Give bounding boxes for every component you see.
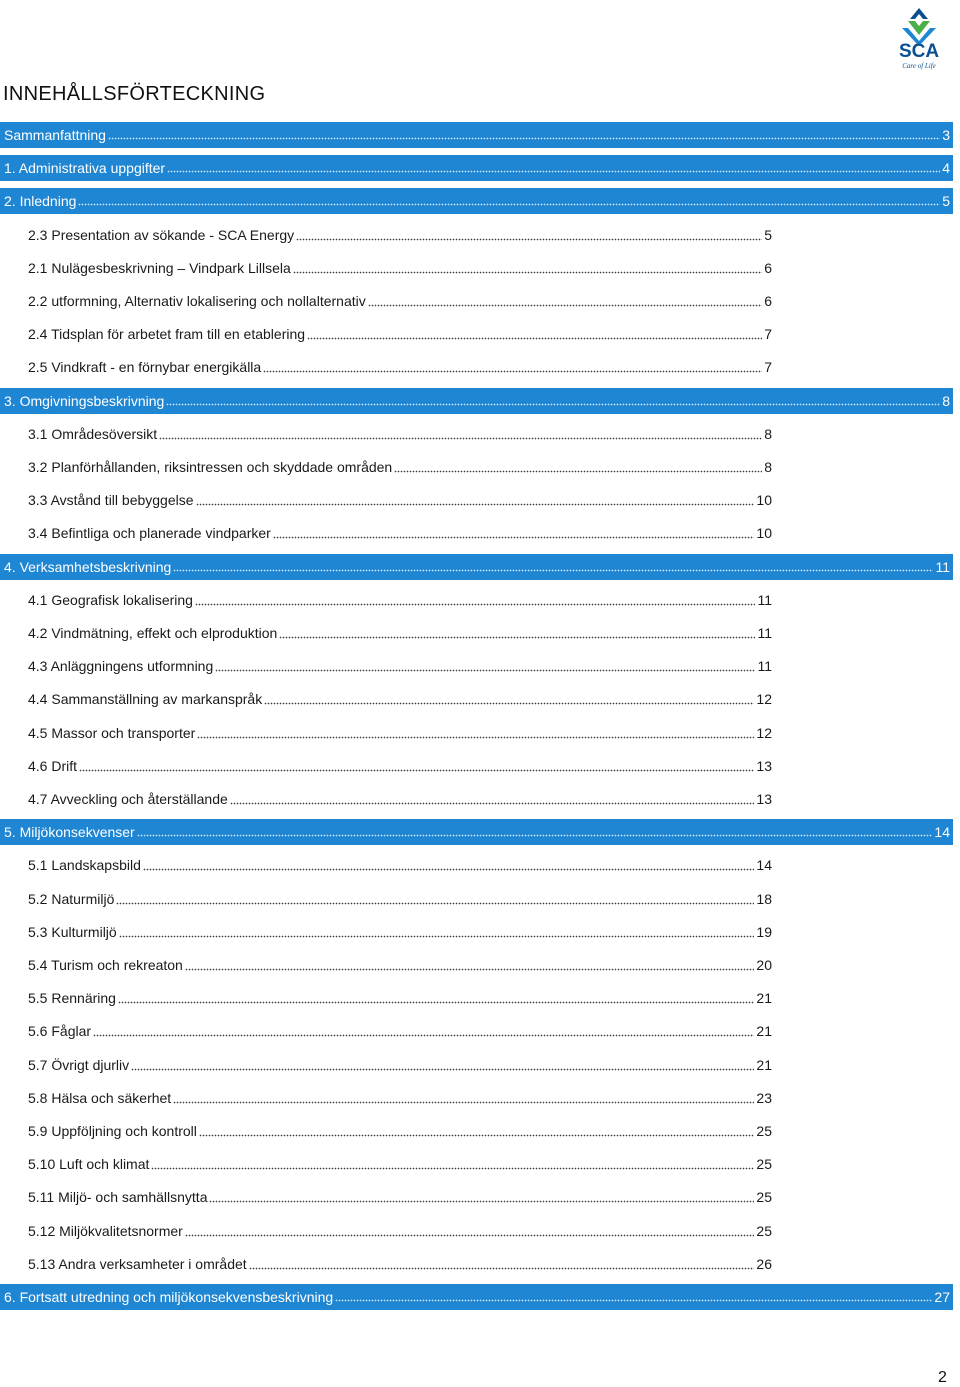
toc-dot-leader [199, 1127, 755, 1137]
toc-entry[interactable] [28, 1017, 772, 1045]
toc-dot-leader [79, 762, 754, 772]
toc-entry-page: 25 [756, 1223, 772, 1239]
toc-entry[interactable] [0, 188, 953, 214]
toc-entry-label: 5.10 Luft och klimat [28, 1156, 150, 1172]
toc-entry[interactable] [0, 554, 953, 580]
toc-entry-page: 12 [756, 725, 772, 741]
toc-dot-leader [394, 463, 762, 473]
toc-dot-leader [143, 861, 755, 871]
toc-entry-label: 4.2 Vindmätning, effekt och elproduktion [28, 625, 278, 641]
toc-entry-label: 5. Miljökonsekvenser [4, 824, 135, 840]
toc-dot-leader [173, 562, 933, 572]
toc-entry[interactable] [28, 1250, 772, 1278]
toc-entry[interactable] [28, 287, 772, 315]
toc-entry-label: 5.13 Andra verksamheter i området [28, 1256, 247, 1272]
toc-dot-leader [119, 928, 755, 938]
toc-entry-page: 5 [942, 193, 950, 209]
toc-dot-leader [131, 1061, 754, 1071]
toc-entry-label: 4.5 Massor och transporter [28, 725, 196, 741]
toc-entry[interactable] [28, 420, 772, 448]
toc-entry[interactable] [28, 685, 772, 713]
sca-logo-mark-icon [894, 6, 944, 46]
toc-entry-label: 4.1 Geografisk lokalisering [28, 592, 193, 608]
toc-entry[interactable] [28, 719, 772, 747]
toc-entry[interactable] [28, 1150, 772, 1178]
toc-entry-label: 3. Omgivningsbeskrivning [4, 393, 165, 409]
toc-dot-leader [173, 1094, 754, 1104]
toc-entry[interactable] [28, 486, 772, 514]
toc-entry[interactable] [0, 1284, 953, 1310]
toc-entry-label: 4.4 Sammanställning av markanspråk [28, 691, 263, 707]
toc-dot-leader [151, 1160, 754, 1170]
toc-dot-leader [118, 994, 754, 1004]
toc-entry-label: 2.2 utformning, Alternativ lokalisering och nollalternativ [28, 293, 366, 309]
toc-entry-label: 5.7 Övrigt djurliv [28, 1057, 130, 1073]
toc-entry-page: 11 [757, 625, 772, 641]
toc-entry[interactable] [28, 1117, 772, 1145]
toc-entry-label: 5.6 Fåglar [28, 1023, 92, 1039]
toc-entry-page: 10 [756, 525, 772, 541]
toc-entry-label: 2.3 Presentation av sökande - SCA Energy [28, 227, 295, 243]
toc-dot-leader [335, 1292, 932, 1302]
toc-entry[interactable] [28, 885, 772, 913]
toc-entry-page: 21 [756, 1057, 772, 1073]
toc-entry[interactable] [28, 652, 772, 680]
toc-dot-leader [137, 827, 933, 837]
toc-dot-leader [263, 363, 762, 373]
toc-entry-page: 18 [756, 891, 772, 907]
toc-entry-label: 3.4 Befintliga och planerade vindparker [28, 525, 271, 541]
logo-tagline: Care of Life [902, 62, 936, 70]
toc-entry-page: 14 [934, 824, 950, 840]
toc-dot-leader [296, 231, 762, 241]
toc-entry-label: 4. Verksamhetsbeskrivning [4, 559, 172, 575]
toc-dot-leader [307, 330, 762, 340]
toc-dot-leader [78, 196, 940, 206]
logo-text: SCA [898, 41, 940, 62]
toc-dot-leader [108, 130, 940, 140]
toc-entry[interactable] [28, 353, 772, 381]
toc-entry-page: 5 [764, 227, 772, 243]
toc-entry-label: 4.3 Anläggningens utformning [28, 658, 214, 674]
toc-entry-label: 5.1 Landskapsbild [28, 857, 141, 873]
toc-entry[interactable] [28, 619, 772, 647]
toc-entry-label: 2.5 Vindkraft - en förnybar energikälla [28, 359, 262, 375]
toc-dot-leader [249, 1260, 755, 1270]
toc-entry-page: 6 [764, 260, 772, 276]
toc-entry[interactable] [28, 785, 772, 813]
toc-entry-page: 10 [756, 492, 772, 508]
toc-dot-leader [215, 662, 755, 672]
toc-dot-leader [166, 396, 940, 406]
toc-entry[interactable] [28, 951, 772, 979]
toc-entry-label: 3.3 Avstånd till bebyggelse [28, 492, 194, 508]
toc-heading: INNEHÅLLSFÖRTECKNING [3, 83, 266, 105]
toc-entry-page: 26 [756, 1256, 772, 1272]
toc-dot-leader [368, 297, 762, 307]
toc-entry-label: 5.12 Miljökvalitetsnormer [28, 1223, 183, 1239]
toc-entry[interactable] [0, 122, 953, 148]
toc-entry-label: 5.3 Kulturmiljö [28, 924, 117, 940]
toc-entry[interactable] [28, 586, 772, 614]
toc-dot-leader [185, 1227, 755, 1237]
toc-entry[interactable] [0, 388, 953, 414]
toc-entry-page: 13 [756, 758, 772, 774]
toc-entry[interactable] [28, 1084, 772, 1112]
toc-entry-label: 2.1 Nulägesbeskrivning – Vindpark Lillsela [28, 260, 291, 276]
toc-entry-label: 4.7 Avveckling och återställande [28, 791, 228, 807]
toc-entry[interactable] [28, 752, 772, 780]
toc-entry-page: 3 [942, 127, 950, 143]
toc-entry-page: 7 [764, 326, 772, 342]
toc-dot-leader [230, 795, 755, 805]
toc-entry-page: 6 [764, 293, 772, 309]
toc-entry-page: 8 [764, 426, 772, 442]
toc-dot-leader [116, 895, 754, 905]
toc-entry-label: 6. Fortsatt utredning och miljökonsekvensbeskrivning [4, 1289, 334, 1305]
toc-entry-label: 5.5 Rennäring [28, 990, 116, 1006]
toc-entry[interactable] [28, 851, 772, 879]
toc-entry-label: 5.8 Hälsa och säkerhet [28, 1090, 172, 1106]
toc-dot-leader [167, 163, 940, 173]
toc-entry-page: 11 [757, 658, 772, 674]
toc-entry[interactable] [28, 453, 772, 481]
toc-entry-page: 21 [756, 1023, 772, 1039]
toc-entry-label: 5.4 Turism och rekreaton [28, 957, 183, 973]
page-number: 2 [938, 1369, 947, 1386]
toc-entry-page: 19 [756, 924, 772, 940]
toc-entry-page: 4 [942, 160, 950, 176]
toc-dot-leader [197, 729, 754, 739]
toc-entry-label: Sammanfattning [4, 127, 106, 143]
toc-entry-page: 25 [756, 1123, 772, 1139]
toc-entry-label: 1. Administrativa uppgifter [4, 160, 166, 176]
toc-entry-page: 11 [757, 592, 772, 608]
toc-entry-label: 5.2 Naturmiljö [28, 891, 115, 907]
toc-entry-page: 27 [934, 1289, 950, 1305]
toc-entry[interactable] [28, 984, 772, 1012]
toc-entry-label: 4.6 Drift [28, 758, 78, 774]
toc-entry-page: 8 [764, 459, 772, 475]
toc-entry-page: 21 [756, 990, 772, 1006]
toc-entry-label: 2. Inledning [4, 193, 77, 209]
toc-entry[interactable] [28, 918, 772, 946]
toc-entry[interactable] [28, 1217, 772, 1245]
toc-entry-page: 7 [764, 359, 772, 375]
toc-entry-label: 3.2 Planförhållanden, riksintressen och skyddade områden [28, 459, 393, 475]
toc-dot-leader [209, 1193, 754, 1203]
toc-dot-leader [264, 695, 754, 705]
toc-entry-label: 5.9 Uppföljning och kontroll [28, 1123, 197, 1139]
toc-entry[interactable] [0, 155, 953, 181]
toc-dot-leader [93, 1027, 754, 1037]
toc-entry-page: 8 [942, 393, 950, 409]
toc-dot-leader [195, 596, 755, 606]
toc-entry[interactable] [28, 221, 772, 249]
toc-dot-leader [196, 496, 755, 506]
sca-logo [894, 6, 944, 70]
toc-entry[interactable] [28, 1183, 772, 1211]
toc-dot-leader [159, 430, 762, 440]
toc-dot-leader [293, 264, 762, 274]
toc-entry-page: 25 [756, 1189, 772, 1205]
toc-entry[interactable] [0, 819, 953, 845]
toc-dot-leader [273, 529, 755, 539]
toc-entry-page: 23 [756, 1090, 772, 1106]
toc-entry-page: 14 [756, 857, 772, 873]
toc-entry-page: 25 [756, 1156, 772, 1172]
toc-entry-page: 13 [756, 791, 772, 807]
toc-entry-page: 12 [756, 691, 772, 707]
toc-entry-label: 3.1 Områdesöversikt [28, 426, 158, 442]
toc-entry[interactable] [28, 1051, 772, 1079]
toc-entry-page: 11 [935, 559, 950, 575]
toc-dot-leader [185, 961, 755, 971]
toc-entry[interactable] [28, 519, 772, 547]
toc-entry-page: 20 [756, 957, 772, 973]
toc-entry-label: 2.4 Tidsplan för arbetet fram till en etablering [28, 326, 306, 342]
toc-entry[interactable] [28, 320, 772, 348]
toc-entry[interactable] [28, 254, 772, 282]
toc-dot-leader [279, 629, 755, 639]
toc-entry-label: 5.11 Miljö- och samhällsnytta [28, 1189, 208, 1205]
